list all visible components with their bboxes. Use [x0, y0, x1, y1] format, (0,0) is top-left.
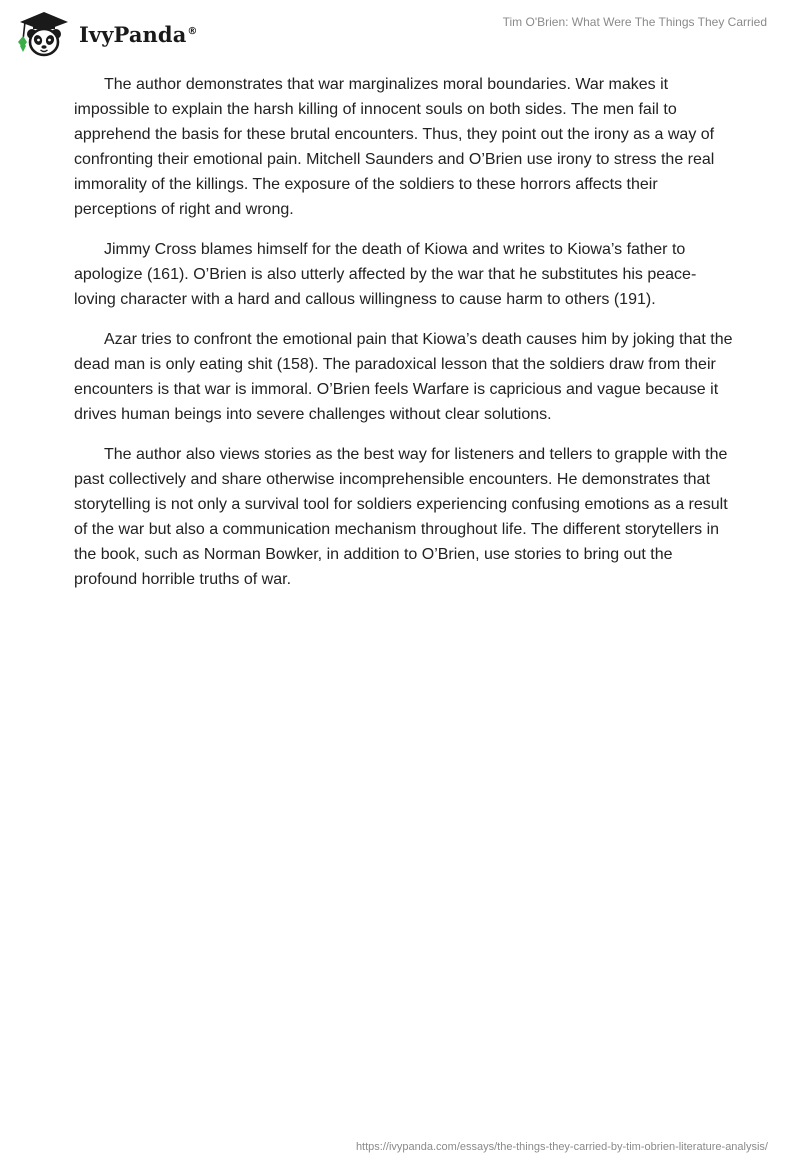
page-header — [0, 0, 800, 62]
panda-graduation-cap-icon — [15, 8, 73, 58]
source-url-link[interactable]: https://ivypanda.com/essays/the-things-they-carried-by-tim-obrien-literature-analysis/ — [355, 1141, 768, 1153]
paragraph: Azar tries to confront the emotional pain that Kiowa’s death causes him by joking that the dead man is only eating shit (158). The paradoxical lesson that the soldiers draw from their encounters is that war is immoral. O’Brien feels Warfare is capricious and vague because it drives human beings into severe challenges without clear solutions. — [74, 331, 733, 423]
essay-body — [74, 72, 734, 607]
registered-mark: ® — [187, 25, 198, 37]
brand-name — [79, 22, 198, 47]
paragraph: The author demonstrates that war marginalizes moral boundaries. War makes it impossible to explain the harsh killing of innocent souls on both sides. The men fail to apprehend the basis for these brutal encounters. Thus, they point out the irony as a way of confronting their emotional pain. Mitchell Saunders and O’Brien use irony to stress the real immorality of the killings. The exposure of the soldiers to these horrors affects their perceptions of right and wrong. — [74, 76, 715, 218]
ivypanda-logo[interactable] — [15, 8, 198, 58]
paragraph: The author also views stories as the best way for listeners and tellers to grapple with the past collectively and share otherwise incomprehensible encounters. He demonstrates that storytelling is not only a survival tool for soldiers experiencing confusing emotions as a result of the war but also a communication mechanism throughout life. The different storytellers in the book, such as Norman Bowker, in addition to O’Brien, use stories to bring out the profound horrible truths of war. — [74, 446, 728, 588]
paragraph: Jimmy Cross blames himself for the death of Kiowa and writes to Kiowa’s father to apologize (161). O’Brien is also utterly affected by the war that he substitutes his peace-loving character with a hard and callous willingness to cause harm to others (191). — [74, 241, 697, 308]
document-title: Tim O'Brien: What Were The Things They Carried — [502, 15, 767, 29]
brand-name-text: IvyPanda — [79, 21, 187, 47]
